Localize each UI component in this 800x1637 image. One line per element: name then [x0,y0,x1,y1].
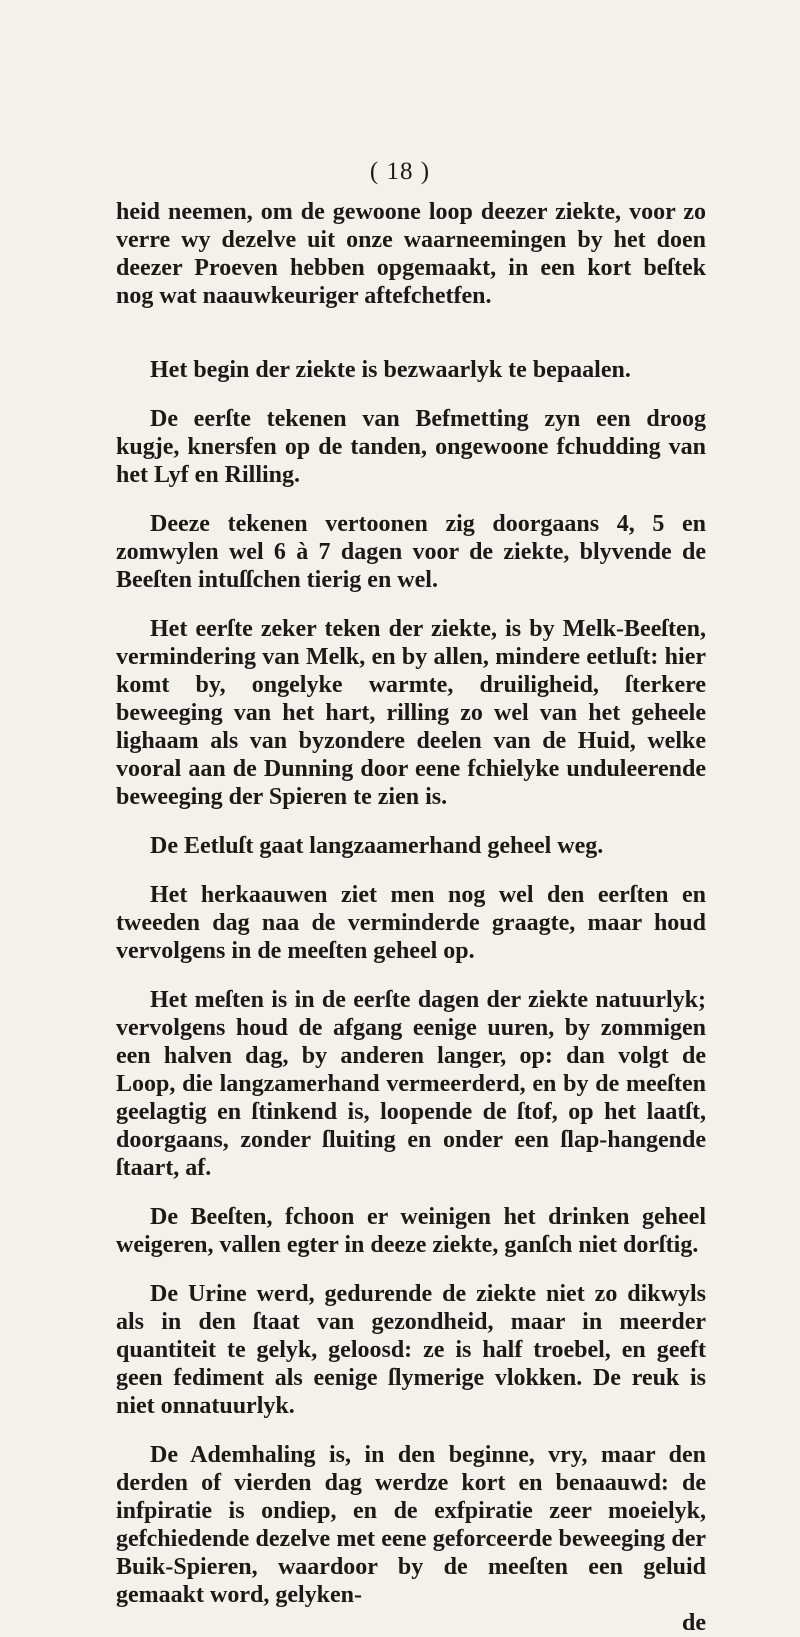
paragraph-7: Het herkaauwen ziet men nog wel den eerſten en tweeden dag naa de verminderde graagte, maar houd vervolgens in de meeſten geheel op. [116,882,706,964]
page-number: ( 18 ) [369,158,431,185]
paragraph-5: Het eerſte zeker teken der ziekte, is by Melk-Beeſten, vermindering van Melk, en by allen, mindere eetluſt: hier komt by, ongelyke warmte, druiligheid, ſterkere beweeging van het hart, rilling zo wel van het geheele lighaam als van byzondere deelen van de Huid, welke vooral aan de Dunning door eene fchielyke unduleerende beweeging der Spieren te zien is. [116,616,706,810]
paragraph-2: Het begin der ziekte is bezwaarlyk te bepaalen. [150,357,631,383]
body-text [116,198,706,1637]
paragraph-8: Het meſten is in de eerſte dagen der ziekte natuurlyk; vervolgens houd de afgang eenige uuren, by zommigen een halven dag, by anderen langer, op: dan volgt de Loop, die langzamerhand vermeerderd, en by de meeſten geelagtig en ſtinkend is, loopende de ſtof, op het laatſt, doorgaans, zonder ſluiting en onder een ſlap-hangende ſtaart, af. [116,987,706,1181]
paragraph-6: De Eetluſt gaat langzaamerhand geheel weg. [150,833,604,859]
paragraph-11: De Ademhaling is, in den beginne, vry, maar den derden of vierden dag werdze kort en benaauwd: de infpiratie is ondiep, en de exfpiratie zeer moeielyk, gefchiedende dezelve met eene geforceerde beweeging der Buik-Spieren, waardoor by de meeſten een geluid gemaakt word, gelyken- [116,1442,706,1608]
paragraph-4: Deeze tekenen vertoonen zig doorgaans 4, 5 en zomwylen wel 6 à 7 dagen voor de ziekte, blyvende de Beeſten intuſſchen tierig en wel. [116,511,706,593]
paragraph-10: De Urine werd, gedurende de ziekte niet zo dikwyls als in den ſtaat van gezondheid, maar in meerder quantiteit te gelyk, geloosd: ze is half troebel, en geeft geen fediment als eenige ſlymerige vlokken. De reuk is niet onnatuurlyk. [116,1281,706,1419]
paragraph-9: De Beeſten, fchoon er weinigen het drinken geheel weigeren, vallen egter in deeze ziekte, ganſch niet dorſtig. [116,1204,706,1258]
paragraph-3: De eerſte tekenen van Befmetting zyn een droog kugje, knersfen op de tanden, ongewoone fchudding van het Lyf en Rilling. [116,406,706,488]
paragraph-1: heid neemen, om de gewoone loop deezer ziekte, voor zo verre wy dezelve uit onze waarneemingen by het doen deezer Proeven hebben opgemaakt, in een kort beſtek nog wat naauwkeuriger aftefchetfen. [116,199,706,309]
catchword: de [682,1610,706,1636]
